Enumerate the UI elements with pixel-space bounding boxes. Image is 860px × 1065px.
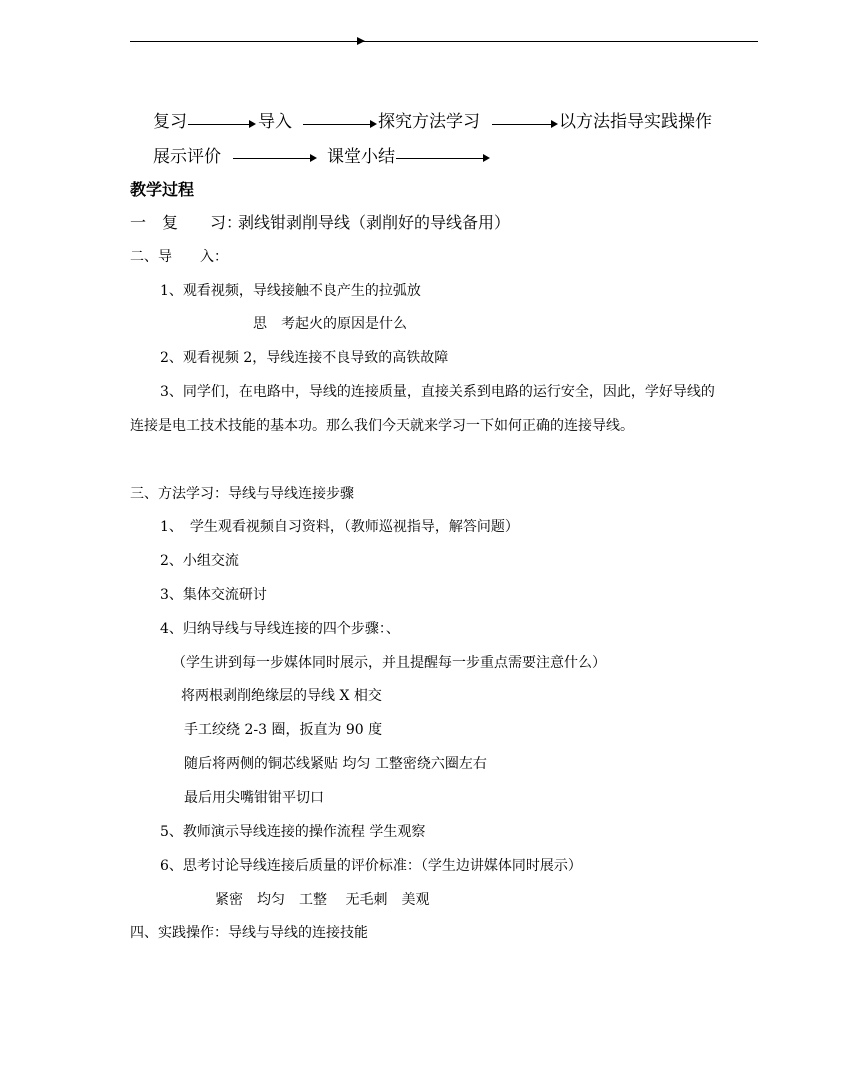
method-item-4-note: （学生讲到每一步媒体同时展示，并且提醒每一步重点需要注意什么） [172, 655, 606, 671]
top-rule-arrowhead [357, 37, 365, 45]
top-rule [130, 41, 758, 42]
review-text: 剥线钳剥削导线（剥削好的导线备用） [238, 213, 511, 232]
method-item-5: 5、教师演示导线连接的操作流程 学生观察 [160, 824, 426, 840]
method-step-3: 随后将两侧的铜芯线紧贴 均匀 工整密绕六圈左右 [184, 756, 487, 772]
flow-step-intro: 导入 [258, 112, 292, 132]
section-title: 教学过程 [130, 180, 195, 199]
flow-arrow-5 [396, 158, 488, 159]
method-step-2: 手工绞绕 2-3 圈，扳直为 90 度 [184, 722, 383, 738]
method-item-6: 6、思考讨论导线连接后质量的评价标准：（学生边讲媒体同时展示） [160, 858, 582, 874]
method-item-2: 2、小组交流 [160, 553, 239, 569]
flow-step-summary: 课堂小结 [327, 147, 395, 167]
method-step-4: 最后用尖嘴钳钳平切口 [184, 790, 324, 806]
intro-item-1: 1、观看视频，导线接触不良产生的拉弧放 [160, 283, 421, 299]
intro-item-1-sub: 思 考起火的原因是什么 [253, 316, 407, 332]
method-item-1: 1、 学生观看视频自习资料，（教师巡视指导，解答问题） [160, 519, 519, 535]
flow-arrow-3 [492, 124, 556, 125]
intro-heading: 二、导 入： [130, 249, 228, 265]
flow-step-explore: 探究方法学习 [378, 112, 480, 132]
flow-arrow-1 [188, 124, 254, 125]
method-item-4: 4、归纳导线与导线连接的四个步骤：、 [160, 621, 400, 637]
flow-step-practice: 以方法指导实践操作 [559, 112, 712, 132]
flow-step-showcase: 展示评价 [153, 147, 221, 167]
method-step-1: 将两根剥削绝缘层的导线 X 相交 [181, 688, 382, 704]
review-label: 一 复 习： [130, 213, 243, 232]
method-criteria: 紧密 均匀 工整 无毛刺 美观 [215, 892, 430, 908]
flow-arrow-2 [303, 124, 375, 125]
intro-item-2: 2、观看视频 2，导线连接不良导致的高铁故障 [160, 350, 449, 366]
intro-item-3-line1: 3、同学们，在电路中，导线的连接质量，直接关系到电路的运行安全，因此，学好导线的 [160, 384, 715, 400]
flow-step-review: 复习 [153, 112, 187, 132]
method-item-3: 3、集体交流研讨 [160, 587, 267, 603]
method-heading: 三、方法学习：导线与导线连接步骤 [130, 486, 354, 502]
flow-arrow-4 [233, 158, 315, 159]
intro-item-3-line2: 连接是电工技术技能的基本功。那么我们今天就来学习一下如何正确的连接导线。 [130, 418, 634, 434]
practice-heading: 四、实践操作：导线与导线的连接技能 [130, 925, 368, 941]
